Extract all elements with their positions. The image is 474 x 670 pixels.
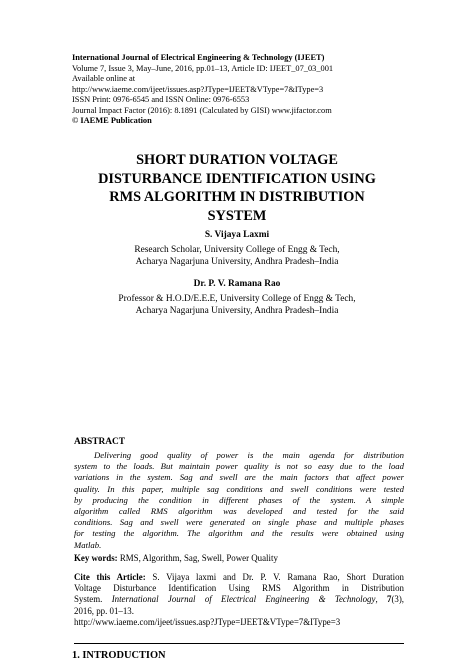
- journal-url[interactable]: http://www.iaeme.com/ijeet/issues.asp?JType=IJEET&VType=7&IType=3: [72, 84, 324, 94]
- citation-label: Cite this Article:: [74, 572, 146, 582]
- citation-line: Voltage Disturbance Identification Using RMS Algorithm in Distribution: [74, 583, 404, 594]
- title-line: SYSTEM: [207, 207, 267, 224]
- citation-line: [74, 594, 404, 605]
- title-line: SHORT DURATION VOLTAGE: [136, 152, 338, 168]
- keywords: [74, 553, 278, 563]
- author-block: [60, 278, 414, 317]
- journal-volume: Volume 7, Issue 3, May–June, 2016, pp.01–13, Article ID: IJEET_07_03_001: [72, 63, 334, 73]
- paper-title: [60, 151, 414, 225]
- citation-block: [74, 572, 404, 628]
- author-name: S. Vijaya Laxmi: [204, 230, 270, 240]
- abstract-line: variations in the system. Sag and swell are the main factors that affect power: [74, 472, 404, 483]
- abstract-line: for testing the algorithm. The algorithm and the results were obtained using: [74, 528, 404, 539]
- journal-issn: ISSN Print: 0976-6545 and ISSN Online: 0976-6553: [72, 95, 250, 104]
- citation-issue: (3),: [391, 594, 405, 605]
- author-affiliation: Professor & H.O.D/E.E.E, University College of Engg & Tech,: [118, 294, 356, 304]
- abstract-line: conditions. Sag and swell were generated on single phase and multiple phases: [74, 517, 404, 528]
- abstract-line: system to the loads. But maintain power quality is not so easy due to the load: [74, 461, 404, 472]
- title-line: DISTURBANCE IDENTIFICATION USING: [98, 170, 376, 187]
- citation-url[interactable]: http://www.iaeme.com/ijeet/issues.asp?JType=IJEET&VType=7&IType=3: [74, 616, 341, 627]
- journal-available: Available online at: [72, 74, 136, 83]
- abstract-line: Matlab.: [74, 539, 102, 550]
- citation-authors: S. Vijaya laxmi and Dr. P. V. Ramana Rao, Short Duration: [145, 572, 404, 582]
- abstract-line: Delivering good quality of power is the main agenda for distribution: [94, 450, 404, 460]
- citation-line: [74, 572, 404, 583]
- keywords-label: Key words:: [74, 553, 118, 563]
- journal-publisher: © IAEME Publication: [72, 116, 152, 125]
- author-name: Dr. P. V. Ramana Rao: [193, 279, 281, 289]
- citation-sep: ,: [375, 594, 387, 605]
- author-affiliation: Acharya Nagarjuna University, Andhra Pradesh–India: [135, 306, 339, 316]
- author-affiliation: Acharya Nagarjuna University, Andhra Pradesh–India: [135, 257, 339, 267]
- abstract-line: quality. In this paper, multiple sag conditions and swell conditions were tested: [74, 483, 404, 494]
- section-heading: 1. INTRODUCTION: [72, 650, 166, 661]
- abstract-body: [74, 450, 404, 551]
- title-line: RMS ALGORITHM IN DISTRIBUTION: [109, 189, 365, 205]
- keywords-text: RMS, Algorithm, Sag, Swell, Power Quality: [117, 553, 278, 563]
- journal-name: International Journal of Electrical Engineering & Technology (IJEET): [72, 53, 325, 62]
- journal-impact: Journal Impact Factor (2016): 8.1891 (Calculated by GISI) www.jifactor.com: [72, 105, 332, 115]
- citation-line: 2016, pp. 01–13.: [74, 605, 134, 616]
- abstract-line: algorithm called RMS algorithm was developed and tested for the said: [74, 506, 404, 517]
- author-affiliation: Research Scholar, University College of Engg & Tech,: [134, 245, 340, 255]
- citation-journal: International Journal of Electrical Engineering & Technology: [111, 594, 376, 605]
- section-divider: [74, 643, 404, 644]
- author-block: [60, 229, 414, 268]
- citation-system: System.: [74, 594, 112, 605]
- abstract-line: by producing the condition in different phases of the system. A simple: [74, 494, 404, 505]
- journal-header: [72, 53, 412, 127]
- abstract-heading: ABSTRACT: [74, 437, 126, 447]
- citation-volume: 7: [387, 594, 392, 605]
